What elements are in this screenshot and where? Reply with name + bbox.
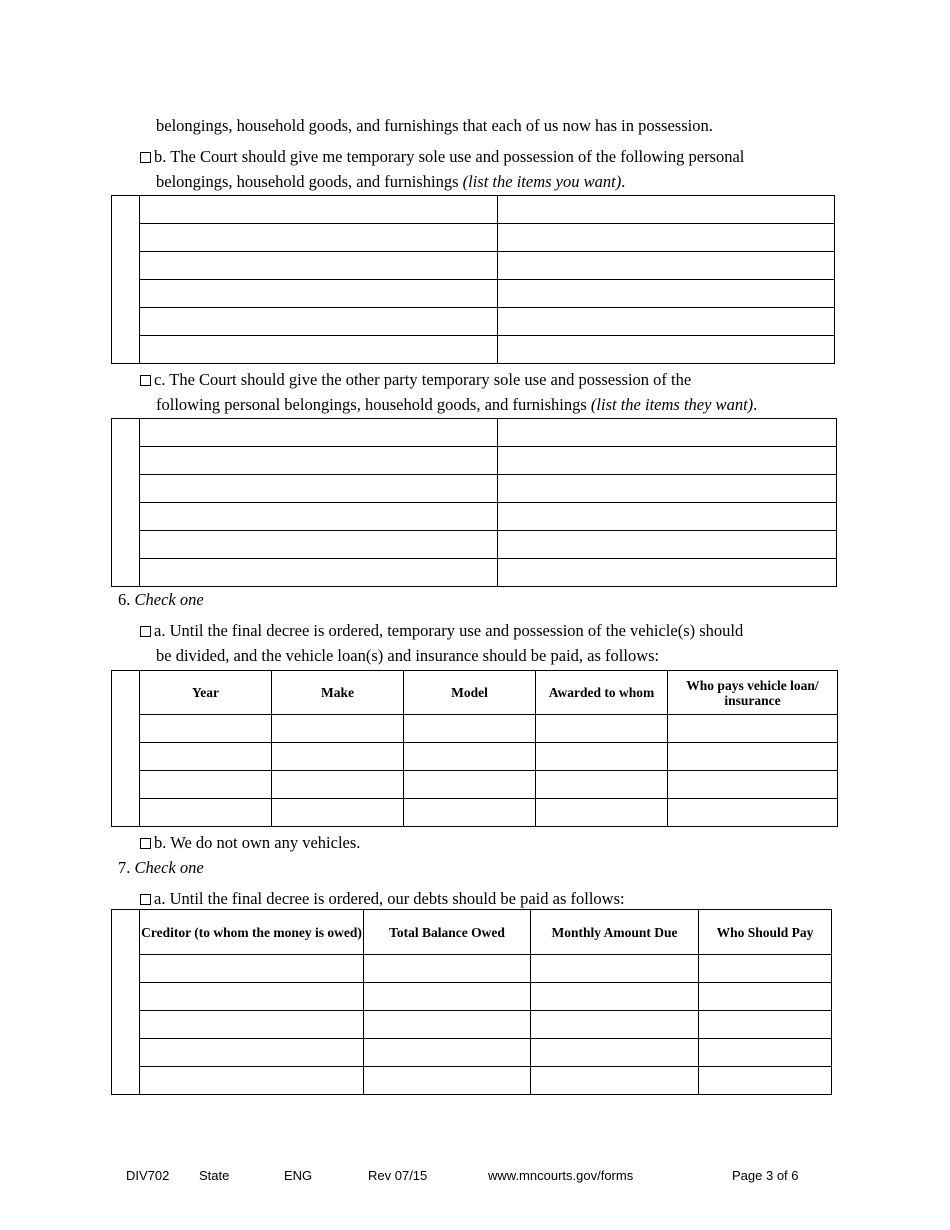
vehicle-cell[interactable] bbox=[668, 743, 838, 771]
items-table-me-cell[interactable] bbox=[140, 280, 498, 308]
vehicle-cell[interactable] bbox=[272, 743, 404, 771]
debt-header-monthly-due: Monthly Amount Due bbox=[531, 910, 699, 955]
items-table-me-cell[interactable] bbox=[498, 196, 835, 224]
debt-cell[interactable] bbox=[364, 1067, 531, 1095]
vehicle-cell[interactable] bbox=[272, 715, 404, 743]
items-table-other-cell[interactable] bbox=[498, 503, 837, 531]
items-table-other-cell[interactable] bbox=[140, 419, 498, 447]
debt-cell[interactable] bbox=[531, 1067, 699, 1095]
debt-header-creditor: Creditor (to whom the money is owed) bbox=[140, 910, 364, 955]
debt-cell[interactable] bbox=[531, 1039, 699, 1067]
items-table-me-cell[interactable] bbox=[140, 308, 498, 336]
option-7a-checkbox[interactable] bbox=[140, 894, 151, 905]
option-6b-checkbox[interactable] bbox=[140, 838, 151, 849]
debt-cell[interactable] bbox=[140, 1067, 364, 1095]
debt-cell[interactable] bbox=[140, 955, 364, 983]
footer-revision: Rev 07/15 bbox=[368, 1168, 428, 1183]
items-table-me-cell[interactable] bbox=[498, 336, 835, 364]
vehicle-cell[interactable] bbox=[668, 715, 838, 743]
debt-header-who-pays: Who Should Pay bbox=[699, 910, 832, 955]
debt-cell[interactable] bbox=[364, 1011, 531, 1039]
items-table-other-cell[interactable] bbox=[498, 447, 837, 475]
option-6a-line2: be divided, and the vehicle loan(s) and insurance should be paid, as follows: bbox=[156, 646, 660, 665]
items-table-me-cell[interactable] bbox=[498, 252, 835, 280]
vehicle-cell[interactable] bbox=[536, 715, 668, 743]
vehicle-header-who-pays: Who pays vehicle loan/ insurance bbox=[668, 671, 838, 715]
vehicle-cell[interactable] bbox=[536, 743, 668, 771]
option-5b-checkbox[interactable] bbox=[140, 152, 151, 163]
vehicle-header-year: Year bbox=[140, 671, 272, 715]
section6-heading: 6. Check one bbox=[118, 590, 204, 609]
items-table-me-cell[interactable] bbox=[498, 308, 835, 336]
option-6a-line1: a. Until the final decree is ordered, temporary use and possession of the vehicle(s) should bbox=[140, 621, 743, 641]
vehicle-cell[interactable] bbox=[272, 799, 404, 827]
section7-heading: 7. Check one bbox=[118, 858, 204, 877]
items-table-me bbox=[111, 195, 835, 364]
debt-header-total-balance: Total Balance Owed bbox=[364, 910, 531, 955]
footer-form-id: DIV702 bbox=[126, 1168, 170, 1183]
vehicle-cell[interactable] bbox=[140, 715, 272, 743]
debt-cell[interactable] bbox=[699, 1067, 832, 1095]
items-table-other-cell[interactable] bbox=[498, 559, 837, 587]
items-table-other-cell[interactable] bbox=[140, 559, 498, 587]
vehicle-cell[interactable] bbox=[140, 771, 272, 799]
items-table-me-cell[interactable] bbox=[140, 224, 498, 252]
option-5b-line2: belongings, household goods, and furnishings (list the items you want). bbox=[156, 172, 626, 191]
option-6a-checkbox[interactable] bbox=[140, 626, 151, 637]
vehicle-header-awarded: Awarded to whom bbox=[536, 671, 668, 715]
items-table-me-cell[interactable] bbox=[140, 196, 498, 224]
items-table-other-margin bbox=[112, 419, 140, 587]
items-table-other-cell[interactable] bbox=[498, 531, 837, 559]
items-table-me-cell[interactable] bbox=[498, 280, 835, 308]
option-5c-text: c. The Court should give the other party temporary sole use and possession of the bbox=[154, 370, 692, 389]
items-table-me-margin bbox=[112, 196, 140, 364]
debt-cell[interactable] bbox=[364, 955, 531, 983]
items-table-other-cell[interactable] bbox=[140, 503, 498, 531]
items-table-other bbox=[111, 418, 837, 587]
items-table-me-cell[interactable] bbox=[498, 224, 835, 252]
vehicle-cell[interactable] bbox=[404, 715, 536, 743]
vehicle-cell[interactable] bbox=[668, 799, 838, 827]
vehicle-cell[interactable] bbox=[404, 799, 536, 827]
section5-a-continuation: belongings, household goods, and furnishings that each of us now has in possession. bbox=[156, 116, 713, 135]
vehicle-cell[interactable] bbox=[404, 743, 536, 771]
footer-url: www.mncourts.gov/forms bbox=[488, 1168, 634, 1183]
vehicle-cell[interactable] bbox=[140, 743, 272, 771]
debt-cell[interactable] bbox=[699, 1039, 832, 1067]
items-table-me-cell[interactable] bbox=[140, 336, 498, 364]
debt-cell[interactable] bbox=[531, 1011, 699, 1039]
vehicle-table-margin bbox=[112, 671, 140, 827]
debt-cell[interactable] bbox=[364, 1039, 531, 1067]
debt-cell[interactable] bbox=[699, 955, 832, 983]
option-5c-line2: following personal belongings, household goods, and furnishings (list the items they want). bbox=[156, 395, 758, 414]
debt-cell[interactable] bbox=[364, 983, 531, 1011]
items-table-other-cell[interactable] bbox=[140, 447, 498, 475]
debt-cell[interactable] bbox=[699, 983, 832, 1011]
items-table-other-cell[interactable] bbox=[498, 475, 837, 503]
vehicle-cell[interactable] bbox=[272, 771, 404, 799]
option-5b-text: b. The Court should give me temporary sole use and possession of the following personal bbox=[154, 147, 745, 166]
vehicle-header-make: Make bbox=[272, 671, 404, 715]
vehicle-cell[interactable] bbox=[536, 771, 668, 799]
vehicle-cell[interactable] bbox=[668, 771, 838, 799]
debt-cell[interactable] bbox=[140, 1011, 364, 1039]
vehicle-cell[interactable] bbox=[404, 771, 536, 799]
option-6b-line: b. We do not own any vehicles. bbox=[140, 833, 360, 853]
footer-page-number: Page 3 of 6 bbox=[732, 1168, 799, 1183]
option-7a-line: a. Until the final decree is ordered, our debts should be paid as follows: bbox=[140, 889, 625, 909]
debt-cell[interactable] bbox=[140, 1039, 364, 1067]
option-5b-line1 bbox=[140, 147, 744, 167]
footer-state: State bbox=[199, 1168, 230, 1183]
option-5c-line1 bbox=[140, 370, 691, 390]
debt-cell[interactable] bbox=[699, 1011, 832, 1039]
debt-cell[interactable] bbox=[140, 983, 364, 1011]
footer-language: ENG bbox=[284, 1168, 313, 1183]
debt-cell[interactable] bbox=[531, 983, 699, 1011]
debt-cell[interactable] bbox=[531, 955, 699, 983]
items-table-other-cell[interactable] bbox=[140, 531, 498, 559]
vehicle-header-model: Model bbox=[404, 671, 536, 715]
vehicle-table bbox=[111, 670, 838, 827]
vehicle-cell[interactable] bbox=[140, 799, 272, 827]
items-table-me-cell[interactable] bbox=[140, 252, 498, 280]
debt-table bbox=[111, 909, 832, 1095]
debt-table-margin bbox=[112, 910, 140, 1095]
items-table-other-cell[interactable] bbox=[498, 419, 837, 447]
option-5c-checkbox[interactable] bbox=[140, 375, 151, 386]
vehicle-cell[interactable] bbox=[536, 799, 668, 827]
items-table-other-cell[interactable] bbox=[140, 475, 498, 503]
